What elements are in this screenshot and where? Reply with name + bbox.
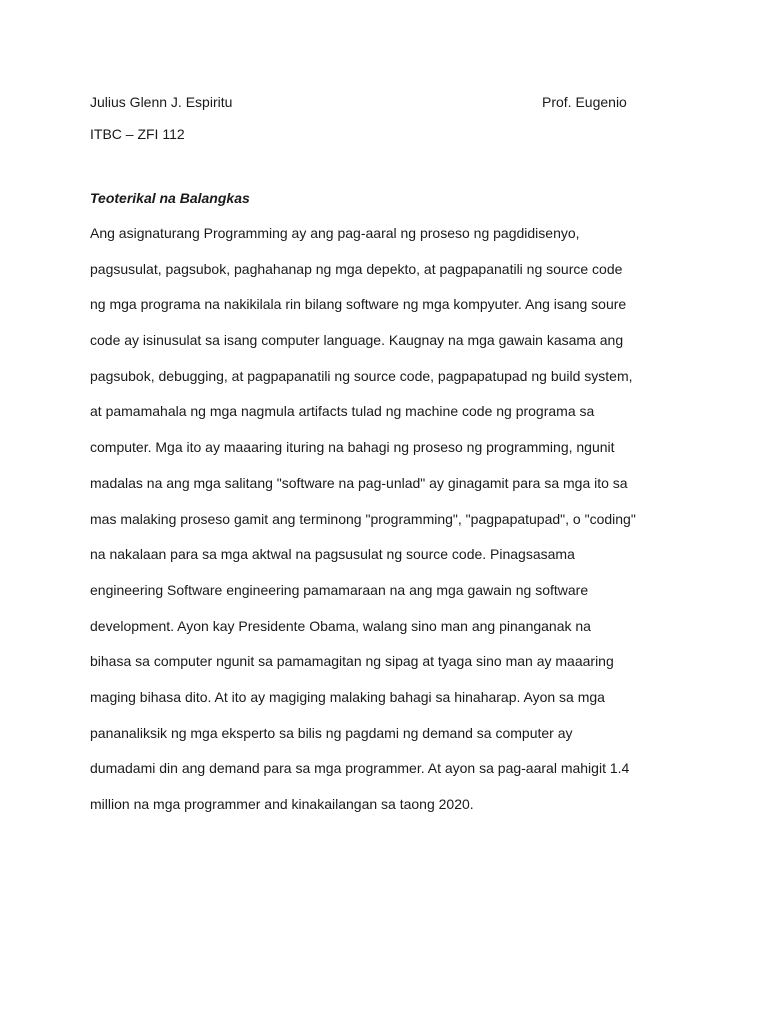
paragraph-line: code ay isinusulat sa isang computer language. Kaugnay na mga gawain kasama ang [90,332,624,349]
paragraph-line: Ang asignaturang Programming ay ang pag-aaral ng proseso ng pagdidisenyo, [90,225,580,241]
paragraph-line: maging bihasa dito. At ito ay magiging malaking bahagi sa hinaharap. Ayon sa mga [90,688,605,705]
paragraph-line: mas malaking proseso gamit ang terminong "programming", "pagpapatupad", o "coding" [90,510,636,527]
paragraph-line: bihasa sa computer ngunit sa pamamagitan ng sipag at tyaga sino man ay maaaring [90,653,614,670]
section-title: Teoterikal na Balangkas [90,190,250,206]
paragraph-line: engineering Software engineering pamamaraan na ang mga gawain ng software [90,581,589,598]
paragraph-line: madalas na ang mga salitang "software na pag-unlad" ay ginagamit para sa mga ito sa [90,474,628,491]
author-name: Julius Glenn J. Espiritu [90,94,233,110]
professor-name: Prof. Eugenio [542,94,627,110]
course-code: ITBC – ZFI 112 [90,126,185,142]
paragraph-line: pananaliksik ng mga eksperto sa bilis ng pagdami ng demand sa computer ay [90,724,573,741]
paragraph-line: ng mga programa na nakikilala rin bilang software ng mga kompyuter. Ang isang soure [90,296,627,313]
paragraph-line: dumadami din ang demand para sa mga programmer. At ayon sa pag-aaral mahigit 1.4 [90,760,630,777]
paragraph-line: na nakalaan para sa mga aktwal na pagsusulat ng source code. Pinagsasama [90,546,575,563]
paragraph-line: pagsusulat, pagsubok, paghahanap ng mga depekto, at pagpapanatili ng source code [90,260,623,277]
paragraph-line: at pamamahala ng mga nagmula artifacts tulad ng machine code ng programa sa [90,403,595,420]
paragraph-line: computer. Mga ito ay maaaring ituring na bahagi ng proseso ng programming, ngunit [90,439,615,456]
paragraph-line: pagsubok, debugging, at pagpapanatili ng source code, pagpapatupad ng build system, [90,367,633,384]
body-paragraph [90,224,690,831]
paragraph-line: million na mga programmer and kinakailangan sa taong 2020. [90,796,474,812]
paragraph-line: development. Ayon kay Presidente Obama, walang sino man ang pinanganak na [90,617,591,634]
